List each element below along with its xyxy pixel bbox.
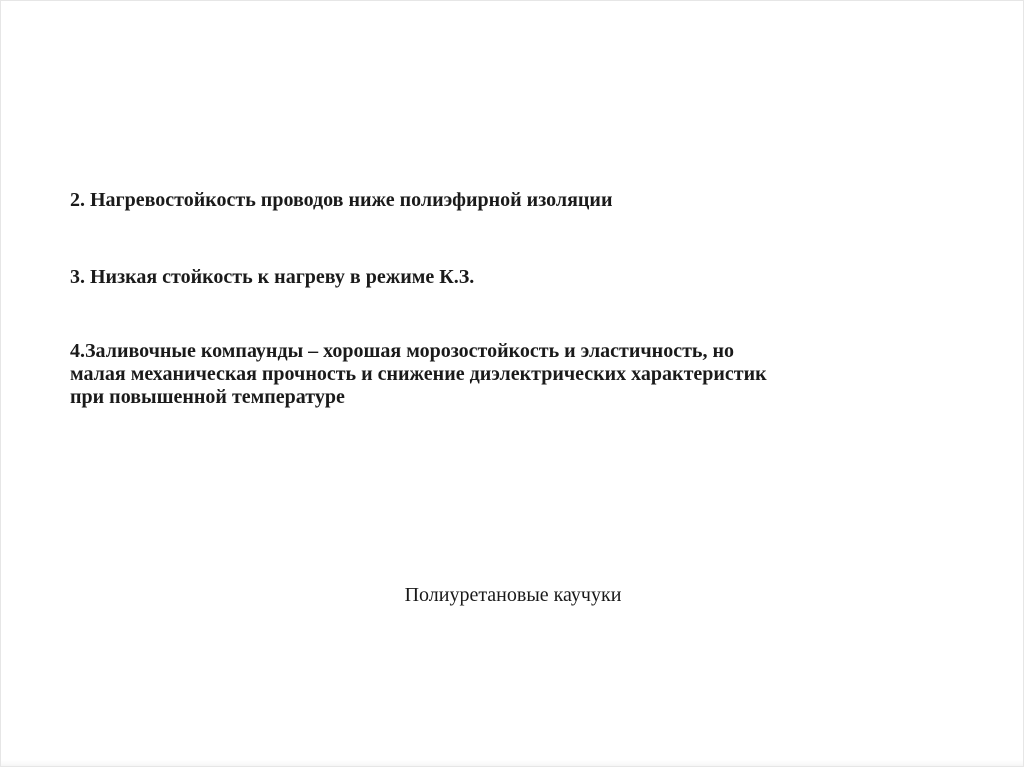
slide-bottom-shadow xyxy=(1,760,1023,766)
slide-caption: Полиуретановые каучуки xyxy=(404,584,622,606)
point-potting-line-2: малая механическая прочность и снижение диэлектрических характеристик xyxy=(70,363,767,385)
point-potting-compounds xyxy=(70,340,767,409)
point-potting-line-1: 4.Заливочные компаунды – хорошая морозостойкость и эластичность, но xyxy=(70,340,735,362)
point-potting-line-3: при повышенной температуре xyxy=(70,386,345,408)
point-heat-resistance: 2. Нагревостойкость проводов ниже полиэфирной изоляции xyxy=(70,189,613,211)
point-short-circuit: 3. Низкая стойкость к нагреву в режиме К.З. xyxy=(70,266,475,288)
